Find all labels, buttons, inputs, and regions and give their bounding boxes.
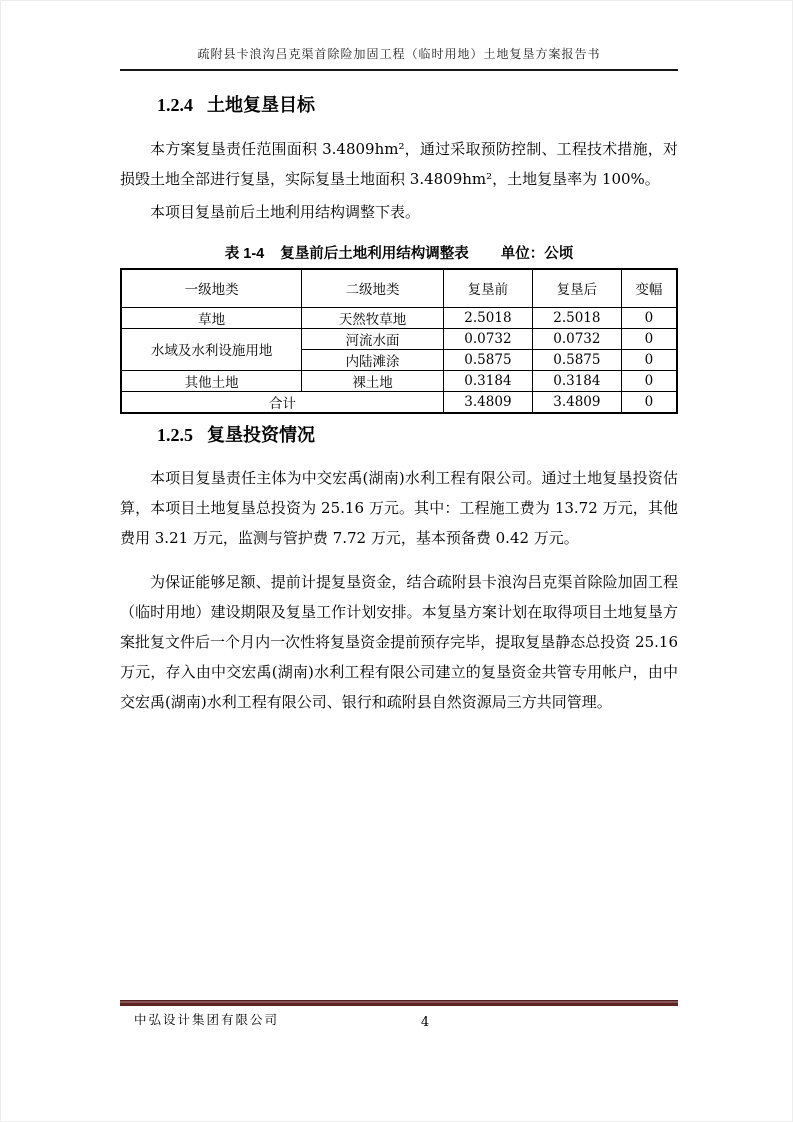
land-use-adjustment-table: [120, 268, 678, 414]
cell-change: 0: [621, 349, 677, 370]
table-caption: [120, 242, 678, 263]
column-header-level1: 一级地类: [121, 269, 302, 307]
cell-level2: 河流水面: [302, 328, 444, 349]
table-number-label: 表 1-4: [224, 246, 265, 262]
footer-company-name: 中弘设计集团有限公司: [134, 1012, 280, 1027]
section-number: 1.2.4: [157, 95, 193, 115]
table-caption-main: [225, 242, 469, 263]
section-title: 复垦投资情况: [207, 424, 316, 445]
page-header: [120, 45, 678, 71]
section-heading-1-2-4: [157, 93, 678, 117]
cell-after: 0.5875: [532, 349, 621, 370]
column-header-change: 变幅: [621, 269, 677, 307]
table-row: [121, 307, 677, 328]
cell-before: 2.5018: [443, 307, 532, 328]
cell-change: 0: [621, 328, 677, 349]
paragraph-investment-2: 为保证能够足额、提前计提复垦资金，结合疏附县卡浪沟吕克渠首除险加固工程（临时用地）建设期限及复垦工作计划安排。本复垦方案计划在取得项目土地复垦方案批复文件后一个月内一次性将复垦资金提前预存完毕，提取复垦静态总投资 25.16 万元，存入由中交宏禹(湖南)水利工程有限公司建立的复垦资金共管专用帐户，由中交宏禹(湖南)水利工程有限公司、银行和疏附县自然资源局三方共同管理。: [120, 572, 678, 711]
cell-change: 0: [621, 370, 677, 391]
column-header-after: 复垦后: [532, 269, 621, 307]
cell-change: 0: [621, 307, 677, 328]
cell-total-label: 合计: [121, 391, 443, 413]
cell-level2: 内陆滩涂: [302, 349, 444, 370]
table-header-row: [121, 269, 677, 307]
cell-before: 0.0732: [443, 328, 532, 349]
cell-total-change: 0: [621, 391, 677, 413]
paragraph-investment-1: 本项目复垦责任主体为中交宏禹(湖南)水利工程有限公司。通过土地复垦投资估算，本项目土地复垦总投资为 25.16 万元。其中：工程施工费为 13.72 万元，其他费用 3.21 万元，监测与管护费 7.72 万元，基本预备费 0.42 万元。: [120, 468, 678, 547]
cell-before: 0.3184: [443, 370, 532, 391]
cell-level2: 裸土地: [302, 370, 444, 391]
cell-before: 0.5875: [443, 349, 532, 370]
table-title-label: 复垦前后土地利用结构调整表: [280, 246, 469, 262]
column-header-before: 复垦前: [443, 269, 532, 307]
cell-after: 2.5018: [532, 307, 621, 328]
cell-level1: 草地: [121, 307, 302, 328]
section-title: 土地复垦目标: [207, 95, 316, 115]
footer-rule: [120, 1000, 678, 1006]
header-title: 疏附县卡浪沟吕克渠首除险加固工程（临时用地）土地复垦方案报告书: [197, 47, 601, 61]
paragraph-reclamation-target-2: 本项目复垦前后土地利用结构调整下表。: [150, 203, 421, 221]
section-heading-1-2-5: [157, 423, 678, 447]
cell-level1: 水域及水利设施用地: [121, 328, 302, 370]
cell-after: 0.3184: [532, 370, 621, 391]
paragraph-reclamation-target-1: 本方案复垦责任范围面积 3.4809hm²，通过采取预防控制、工程技术措施，对损毁土地全部进行复垦，实际复垦土地面积 3.4809hm²，土地复垦率为 100%。: [120, 140, 678, 188]
table-row: [121, 370, 677, 391]
document-body: [120, 87, 678, 717]
section-number: 1.2.5: [157, 424, 193, 445]
table-total-row: [121, 391, 677, 413]
cell-after: 0.0732: [532, 328, 621, 349]
column-header-level2: 二级地类: [302, 269, 444, 307]
cell-level2: 天然牧草地: [302, 307, 444, 328]
table-row: [121, 328, 677, 349]
page-number: 4: [420, 1015, 430, 1030]
cell-total-before: 3.4809: [443, 391, 532, 413]
cell-level1: 其他土地: [121, 370, 302, 391]
cell-total-after: 3.4809: [532, 391, 621, 413]
table-unit-label: 单位：公顷: [500, 246, 574, 262]
